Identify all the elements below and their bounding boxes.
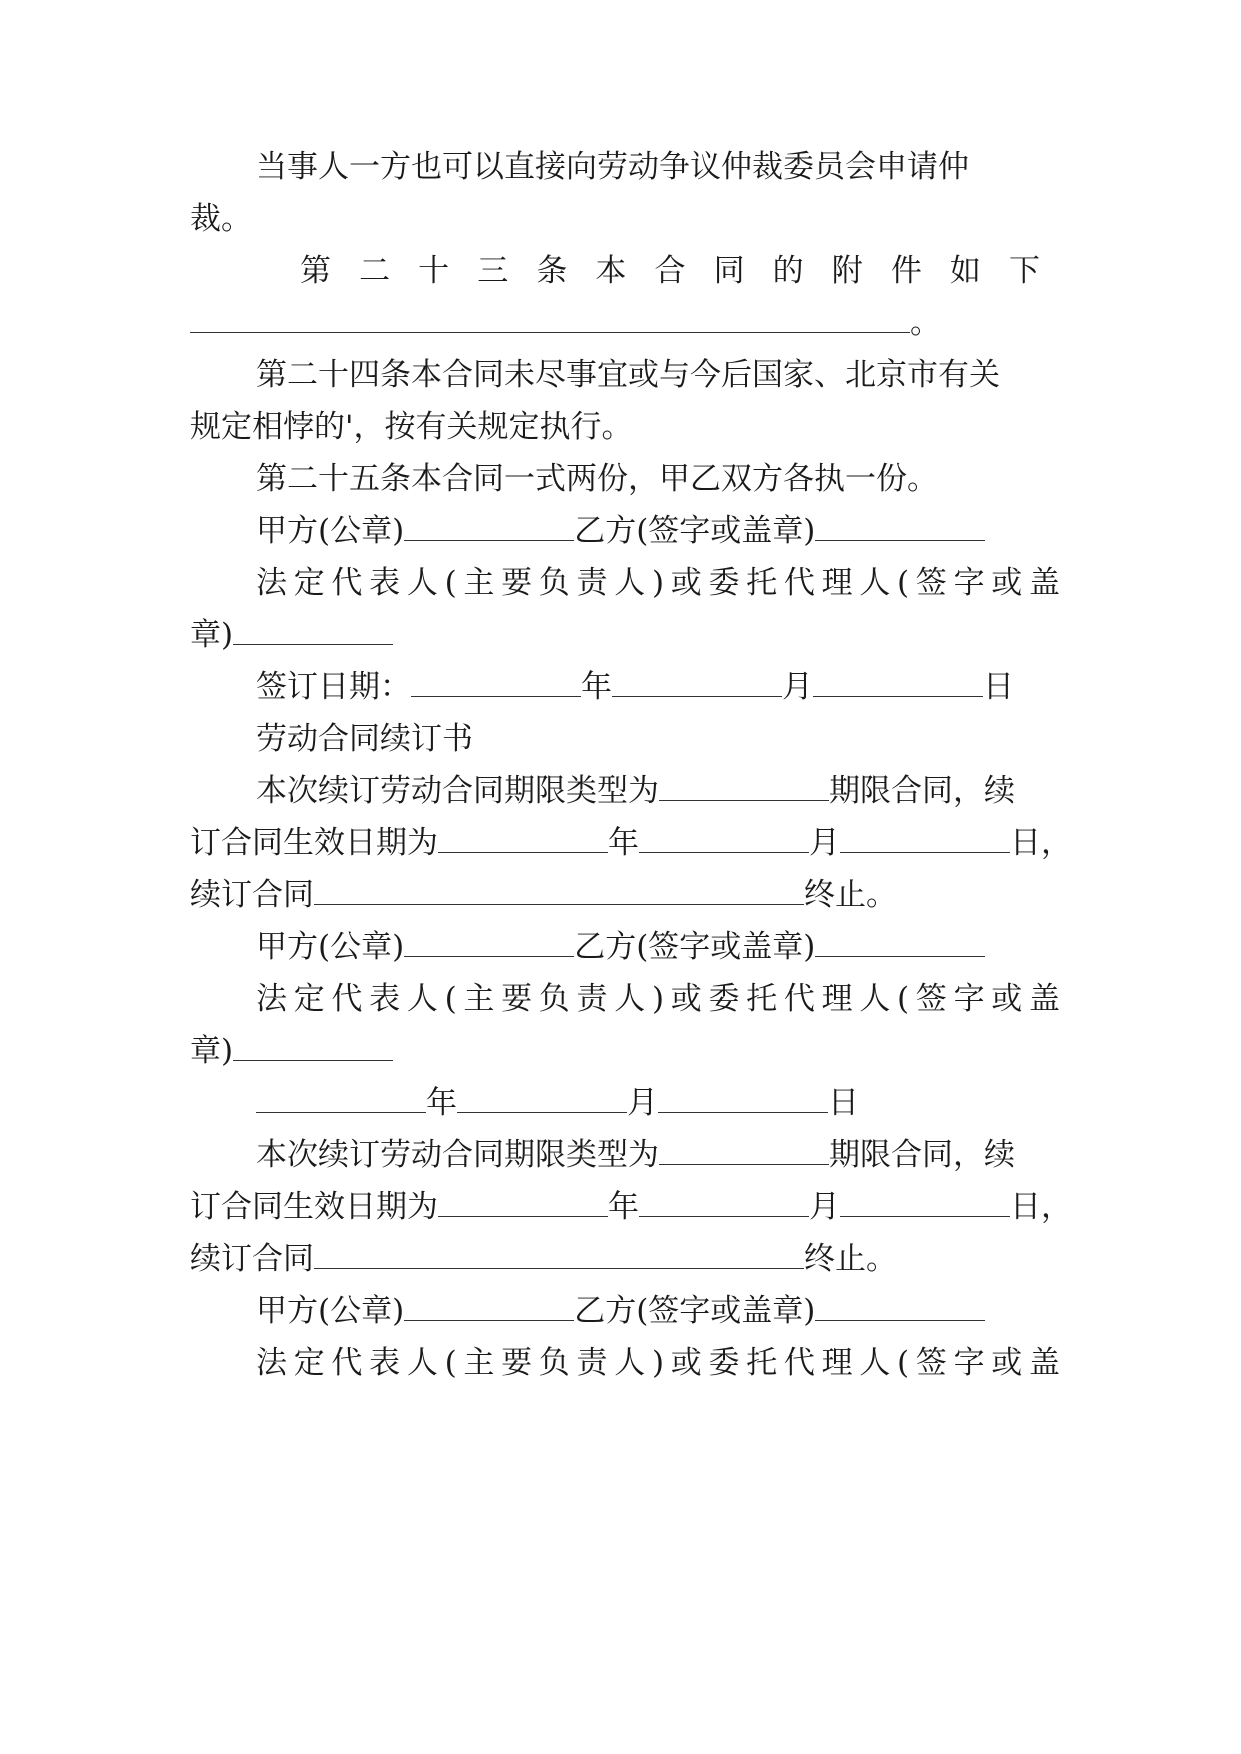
legal-rep-line: [190, 615, 1060, 655]
text: 法定代表人(主要负责人)或委托代理人(签字或盖: [256, 1345, 1060, 1381]
year-blank[interactable]: [438, 1188, 608, 1217]
party-a-blank[interactable]: [404, 1292, 574, 1321]
month-blank[interactable]: [457, 1084, 627, 1113]
party-b-label: 乙方(签字或盖章): [574, 1293, 816, 1329]
termination-blank[interactable]: [314, 876, 804, 905]
blank-line[interactable]: [190, 304, 910, 333]
text: 第二十四条本合同未尽事宜或与今后国家、北京市有关: [256, 357, 1000, 393]
term-type-blank[interactable]: [659, 772, 829, 801]
text: 劳动合同续订书: [256, 721, 473, 757]
text: 章): [190, 1033, 234, 1069]
text: 年: [608, 825, 639, 861]
signature-line-parties: [256, 1291, 1126, 1331]
text: 日，: [1010, 1189, 1072, 1225]
text: 期限合同，续: [829, 773, 1015, 809]
article-24-line: [190, 407, 1060, 447]
party-b-blank[interactable]: [815, 1292, 985, 1321]
text: 法定代表人(主要负责人)或委托代理人(签字或盖: [256, 981, 1060, 1017]
legal-rep-blank[interactable]: [233, 1032, 393, 1061]
text: 第二十五条本合同一式两份，甲乙双方各执一份。: [256, 461, 938, 497]
text: 法定代表人(主要负责人)或委托代理人(签字或盖: [256, 565, 1060, 601]
term-type-blank[interactable]: [659, 1136, 829, 1165]
text: 日: [983, 669, 1014, 705]
text: 年: [426, 1085, 457, 1121]
paragraph-line: [256, 147, 1126, 187]
date-line: [256, 1083, 1126, 1123]
legal-rep-blank[interactable]: [233, 616, 393, 645]
text: 规定相悖的'，按有关规定执行。: [190, 409, 633, 445]
month-blank[interactable]: [639, 824, 809, 853]
legal-rep-line: [256, 979, 1060, 1019]
party-b-label: 乙方(签字或盖章): [574, 929, 816, 965]
renewal-2-line: [190, 1239, 1060, 1279]
text: 年: [608, 1189, 639, 1225]
year-blank[interactable]: [256, 1084, 426, 1113]
text: 。: [910, 305, 941, 341]
text: 期限合同，续: [829, 1137, 1015, 1173]
text: 本次续订劳动合同期限类型为: [256, 1137, 659, 1173]
signature-line-parties: [256, 511, 1126, 551]
renewal-1-line: [190, 875, 1060, 915]
text: 月: [782, 669, 813, 705]
day-blank[interactable]: [840, 1188, 1010, 1217]
year-blank[interactable]: [438, 824, 608, 853]
legal-rep-line: [256, 1343, 1060, 1383]
text: 月: [809, 825, 840, 861]
day-blank[interactable]: [813, 668, 983, 697]
text: 签订日期：: [256, 669, 411, 705]
sign-date-line: [256, 667, 1126, 707]
text: 裁。: [190, 201, 252, 237]
text: 订合同生效日期为: [190, 1189, 438, 1225]
month-blank[interactable]: [612, 668, 782, 697]
text: 日，: [1010, 825, 1072, 861]
text: 章): [190, 617, 234, 653]
text: 本次续订劳动合同期限类型为: [256, 773, 659, 809]
attachment-blank-line: [190, 303, 1060, 343]
day-blank[interactable]: [840, 824, 1010, 853]
legal-rep-line: [190, 1031, 1060, 1071]
party-a-label: 甲方(公章): [256, 929, 405, 965]
renewal-2-line: [190, 1187, 1072, 1227]
day-blank[interactable]: [658, 1084, 828, 1113]
party-b-label: 乙方(签字或盖章): [574, 513, 816, 549]
text: 第二十三条本合同的附件如下: [300, 253, 1060, 289]
party-a-blank[interactable]: [404, 928, 574, 957]
text: 订合同生效日期为: [190, 825, 438, 861]
renewal-2-line: [256, 1135, 1126, 1175]
text: 年: [581, 669, 612, 705]
text: 终止。: [804, 877, 897, 913]
text: 月: [627, 1085, 658, 1121]
party-b-blank[interactable]: [815, 928, 985, 957]
article-24-line: [256, 355, 1126, 395]
article-25-line: [256, 459, 1126, 499]
signature-line-parties: [256, 927, 1126, 967]
party-a-blank[interactable]: [404, 512, 574, 541]
legal-rep-line: [256, 563, 1060, 603]
text: 当事人一方也可以直接向劳动争议仲裁委员会申请仲: [256, 149, 969, 185]
text: 续订合同: [190, 1241, 314, 1277]
text: 月: [809, 1189, 840, 1225]
article-23-heading: [300, 251, 1060, 291]
party-a-label: 甲方(公章): [256, 1293, 405, 1329]
text: 续订合同: [190, 877, 314, 913]
termination-blank[interactable]: [314, 1240, 804, 1269]
party-a-label: 甲方(公章): [256, 513, 405, 549]
renewal-title: [256, 719, 1126, 759]
renewal-1-line: [256, 771, 1126, 811]
year-blank[interactable]: [411, 668, 581, 697]
paragraph-line: [190, 199, 1060, 239]
month-blank[interactable]: [639, 1188, 809, 1217]
renewal-1-line: [190, 823, 1072, 863]
party-b-blank[interactable]: [815, 512, 985, 541]
text: 日: [828, 1085, 859, 1121]
text: 终止。: [804, 1241, 897, 1277]
